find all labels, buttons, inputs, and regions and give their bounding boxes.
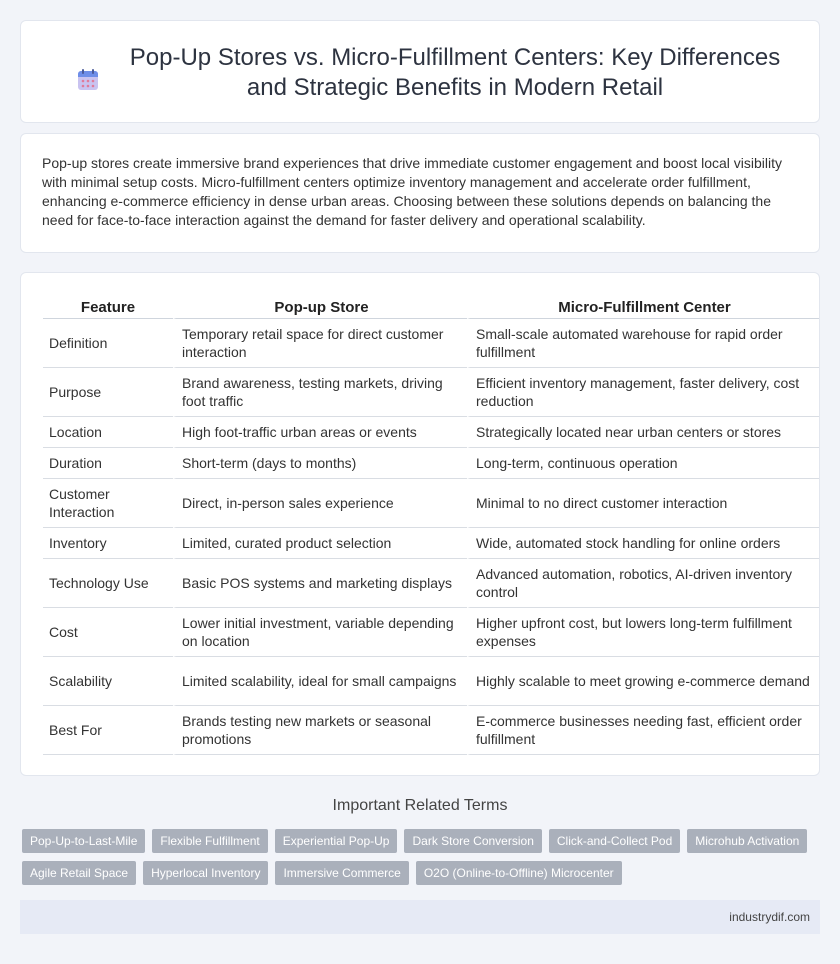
table-row (43, 448, 819, 479)
row-pop-up-value: Basic POS systems and marketing displays (173, 559, 467, 608)
related-terms-list (22, 829, 812, 885)
row-feature: Technology Use (43, 559, 173, 608)
row-mfc-value: Highly scalable to meet growing e-commerce demand (467, 657, 819, 706)
related-term-tag[interactable]: Dark Store Conversion (404, 829, 541, 853)
intro-card (20, 133, 820, 253)
footer (20, 900, 820, 934)
related-term-tag[interactable]: Experiential Pop-Up (275, 829, 398, 853)
related-term-tag[interactable]: Agile Retail Space (22, 861, 136, 885)
row-mfc-value: Minimal to no direct customer interaction (467, 479, 819, 528)
row-mfc-value: Small-scale automated warehouse for rapid order fulfillment (467, 319, 819, 368)
row-mfc-value: E-commerce businesses needing fast, efficient order fulfillment (467, 706, 819, 755)
row-mfc-value: Advanced automation, robotics, AI-driven inventory control (467, 559, 819, 608)
header-feature: Feature (43, 295, 173, 319)
table-row (43, 706, 819, 755)
row-feature: Duration (43, 448, 173, 479)
related-term-tag[interactable]: Hyperlocal Inventory (143, 861, 268, 885)
row-mfc-value: Higher upfront cost, but lowers long-term fulfillment expenses (467, 608, 819, 657)
row-pop-up-value: Limited, curated product selection (173, 528, 467, 559)
row-pop-up-value: Direct, in-person sales experience (173, 479, 467, 528)
row-pop-up-value: Temporary retail space for direct customer interaction (173, 319, 467, 368)
table-row (43, 417, 819, 448)
row-pop-up-value: Lower initial investment, variable depending on location (173, 608, 467, 657)
row-pop-up-value: Short-term (days to months) (173, 448, 467, 479)
comparison-table-card (20, 272, 820, 776)
related-term-tag[interactable]: Microhub Activation (687, 829, 807, 853)
related-term-tag[interactable]: Flexible Fulfillment (152, 829, 267, 853)
related-term-tag[interactable]: Immersive Commerce (275, 861, 408, 885)
table-row (43, 479, 819, 528)
row-mfc-value: Strategically located near urban centers or stores (467, 417, 819, 448)
page-title: Pop-Up Stores vs. Micro-Fulfillment Centers: Key Differences and Strategic Benefits in Modern Retail (129, 44, 781, 101)
related-term-tag[interactable]: O2O (Online-to-Offline) Microcenter (416, 861, 622, 885)
row-pop-up-value: Brand awareness, testing markets, driving foot traffic (173, 368, 467, 417)
row-mfc-value: Long-term, continuous operation (467, 448, 819, 479)
header-card (20, 20, 820, 123)
row-mfc-value: Wide, automated stock handling for online orders (467, 528, 819, 559)
row-pop-up-value: Brands testing new markets or seasonal promotions (173, 706, 467, 755)
row-feature: Definition (43, 319, 173, 368)
footer-site-link[interactable]: industrydif.com (729, 910, 810, 924)
row-feature: Customer Interaction (43, 479, 173, 528)
row-feature: Location (43, 417, 173, 448)
row-pop-up-value: High foot-traffic urban areas or events (173, 417, 467, 448)
related-terms-title: Important Related Terms (332, 797, 508, 814)
table-row (43, 657, 819, 706)
row-mfc-value: Efficient inventory management, faster delivery, cost reduction (467, 368, 819, 417)
table-row (43, 608, 819, 657)
related-term-tag[interactable]: Click-and-Collect Pod (549, 829, 680, 853)
row-feature: Best For (43, 706, 173, 755)
intro-paragraph: Pop-up stores create immersive brand experiences that drive immediate customer engagement and boost local visibility with minimal setup costs. Micro-fulfillment centers optimize inventory management and accelerate order fulfillment, enhancing e-commerce efficiency in dense urban areas. Choosing between these solutions depends on balancing the need for face-to-face interaction against the demand for faster delivery and operational scalability. (42, 155, 783, 228)
row-feature: Scalability (43, 657, 173, 706)
header-pop-up-store: Pop-up Store (173, 295, 467, 319)
table-row (43, 319, 819, 368)
related-term-tag[interactable]: Pop-Up-to-Last-Mile (22, 829, 145, 853)
table-row (43, 368, 819, 417)
row-pop-up-value: Limited scalability, ideal for small campaigns (173, 657, 467, 706)
comparison-table (43, 295, 819, 755)
row-feature: Cost (43, 608, 173, 657)
row-feature: Inventory (43, 528, 173, 559)
table-row (43, 528, 819, 559)
table-header-row (43, 295, 819, 319)
table-row (43, 559, 819, 608)
row-feature: Purpose (43, 368, 173, 417)
header-micro-fulfillment-center: Micro-Fulfillment Center (467, 295, 819, 319)
